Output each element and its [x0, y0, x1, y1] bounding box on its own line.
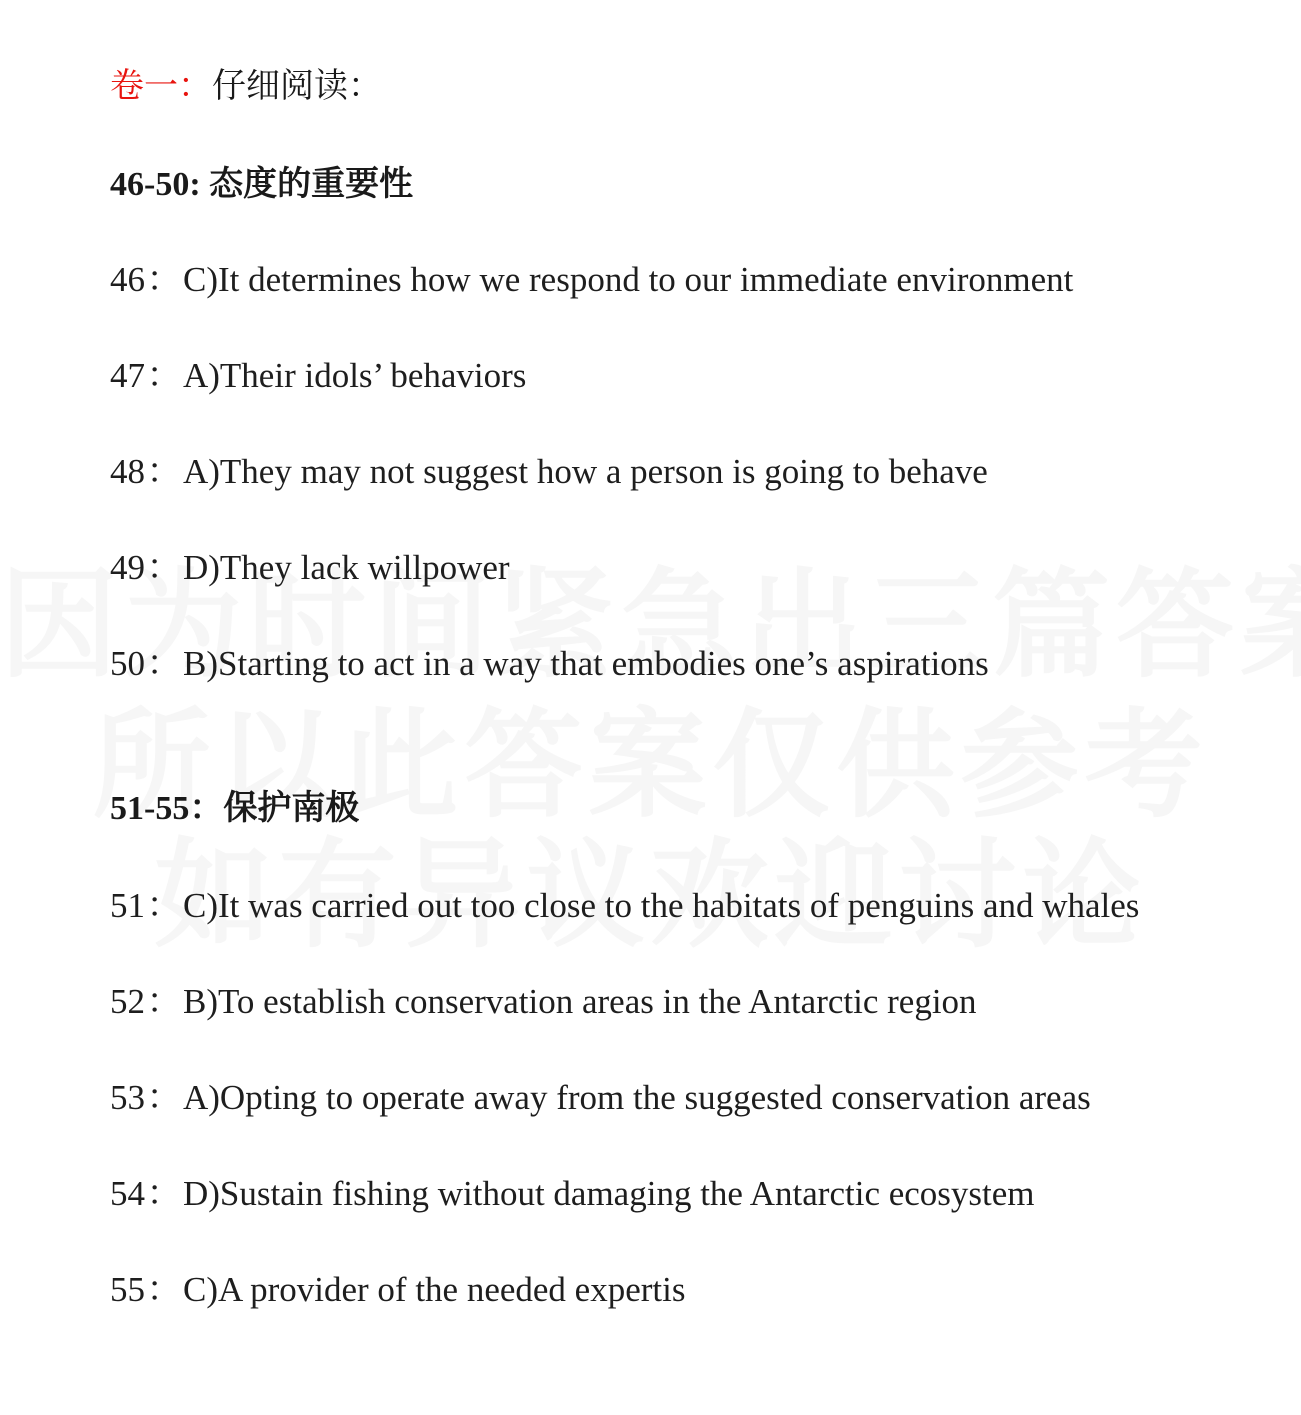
- question-number: 50: [110, 644, 145, 683]
- separator: ：: [146, 644, 182, 684]
- answer-row: [110, 636, 989, 686]
- question-number: 51: [110, 886, 145, 925]
- separator: ：: [146, 1270, 182, 1310]
- answer-text: C)It was carried out too close to the habitats of penguins and whales: [183, 886, 1140, 925]
- answer-row: [110, 540, 510, 590]
- paper-heading: [110, 58, 382, 107]
- answer-row: [110, 878, 1139, 928]
- answer-row: [110, 348, 526, 398]
- answer-text: A)Opting to operate away from the suggested conservation areas: [183, 1078, 1091, 1117]
- answer-row: [110, 1262, 685, 1312]
- question-number: 47: [110, 356, 145, 395]
- question-number: 52: [110, 982, 145, 1021]
- separator: ：: [146, 886, 182, 926]
- question-number: 46: [110, 260, 145, 299]
- separator: ：: [146, 1078, 182, 1118]
- answer-text: B)To establish conservation areas in the Antarctic region: [183, 982, 977, 1021]
- section-topic: 态度的重要性: [209, 164, 414, 204]
- question-number: 53: [110, 1078, 145, 1117]
- section-range: 46-50:: [110, 166, 201, 203]
- answer-row: [110, 1166, 1035, 1216]
- answer-row: [110, 974, 977, 1024]
- section-topic: 保护南极: [223, 788, 360, 828]
- answer-text: C)A provider of the needed expertis: [183, 1270, 686, 1309]
- answer-text: A)They may not suggest how a person is going to behave: [183, 452, 988, 491]
- question-number: 48: [110, 452, 145, 491]
- separator: ：: [146, 452, 182, 492]
- separator: ：: [146, 1174, 182, 1214]
- answer-text: A)Their idols’ behaviors: [183, 356, 527, 395]
- answer-text: D)Sustain fishing without damaging the Antarctic ecosystem: [183, 1174, 1035, 1213]
- section-title-46-50: [110, 156, 413, 205]
- question-number: 54: [110, 1174, 145, 1213]
- separator: ：: [146, 548, 182, 588]
- answer-text: C)It determines how we respond to our immediate environment: [183, 260, 1074, 299]
- answer-row: [110, 444, 988, 494]
- answer-text: B)Starting to act in a way that embodies one’s aspirations: [183, 644, 989, 683]
- paper-section-name: 仔细阅读：: [212, 66, 382, 106]
- separator: ：: [146, 982, 182, 1022]
- answer-text: D)They lack willpower: [183, 548, 510, 587]
- question-number: 49: [110, 548, 145, 587]
- section-range: 51-55：: [110, 790, 224, 827]
- answer-row: [110, 252, 1073, 302]
- section-title-51-55: [110, 780, 359, 829]
- answer-row: [110, 1070, 1091, 1120]
- separator: ：: [146, 356, 182, 396]
- paper-label: 卷一：: [110, 66, 212, 106]
- question-number: 55: [110, 1270, 145, 1309]
- separator: ：: [146, 260, 182, 300]
